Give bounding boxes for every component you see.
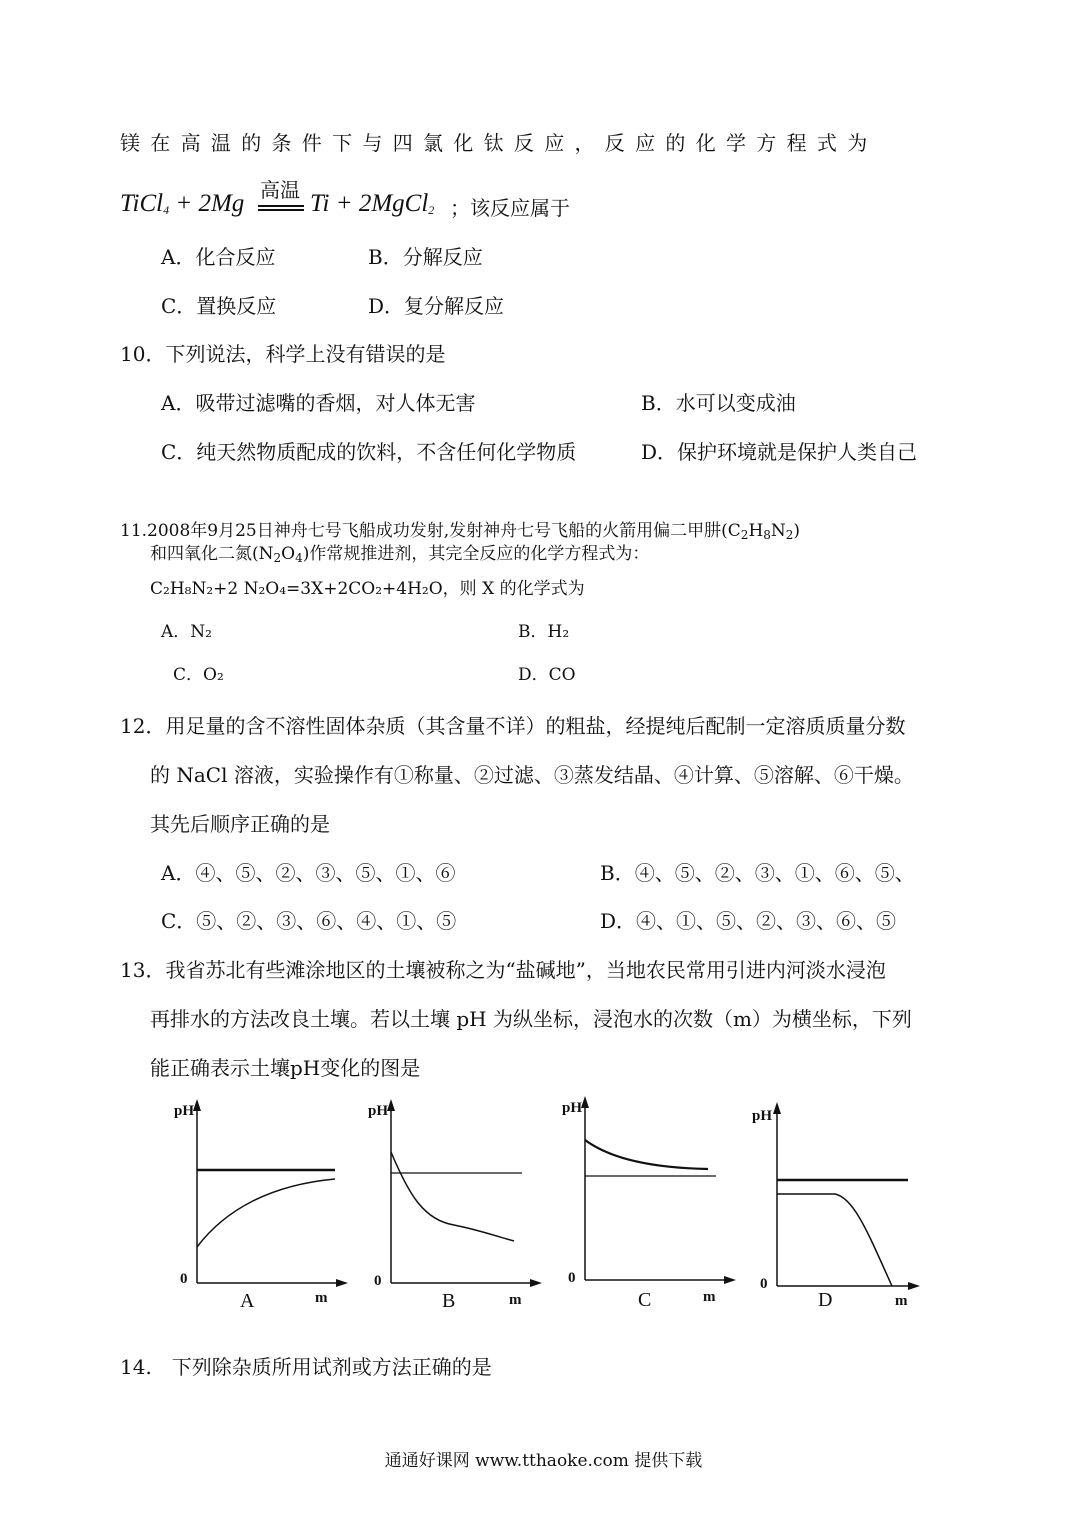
graph-c (558, 1092, 738, 1312)
graph-a-origin: 0 (180, 1271, 188, 1287)
q9-option-a: A．化合反应 (161, 245, 276, 269)
graph-c-y-arrow (581, 1096, 589, 1108)
q9-eq-tail: ；该反应属于 (450, 196, 570, 220)
graph-d (750, 1098, 930, 1318)
q9-intro: 镁在高温的条件下与四氯化钛反应，反应的化学方程式为 (120, 131, 878, 155)
graph-b-origin: 0 (374, 1273, 382, 1289)
q12-line1: 12．用足量的含不溶性固体杂质（其含量不详）的粗盐，经提纯后配制一定溶质质量分数 (120, 714, 906, 738)
q12-option-b: B．④、⑤、②、③、①、⑥、⑤、 (600, 861, 915, 885)
graph-a (170, 1095, 350, 1315)
graph-b-curve (391, 1152, 514, 1241)
graph-a-curve (197, 1179, 335, 1247)
graph-c-x-arrow (724, 1276, 736, 1284)
graph-b-x-arrow (530, 1279, 542, 1287)
q13-line3: 能正确表示土壤pH变化的图是 (150, 1056, 421, 1080)
q13-line1: 13．我省苏北有些滩涂地区的土壤被称之为“盐碱地”，当地农民常用引进内河淡水浸泡 (120, 958, 886, 982)
graph-d-curve (777, 1194, 892, 1286)
graph-d-x-arrow (908, 1282, 920, 1290)
q12-line3: 其先后顺序正确的是 (150, 812, 330, 836)
graph-b-x-label: m (509, 1292, 522, 1308)
q9-option-b: B．分解反应 (368, 245, 483, 269)
graph-d-caption: D (818, 1289, 833, 1311)
graph-c-curve (585, 1140, 708, 1169)
graph-d-y-arrow (773, 1102, 781, 1114)
q9-eq-bar-top (258, 205, 304, 207)
q12-option-a: A．④、⑤、②、③、⑤、①、⑥ (161, 861, 456, 885)
q10-option-a: A．吸带过滤嘴的香烟，对人体无害 (161, 391, 476, 415)
graph-a-y-label: pH (174, 1103, 195, 1119)
graph-b-y-label: pH (368, 1103, 389, 1119)
q9-eq-bar-bottom (258, 209, 304, 211)
graph-d-origin: 0 (760, 1276, 768, 1292)
graph-b (364, 1095, 544, 1315)
q11-option-a: A．N₂ (161, 622, 212, 642)
graph-a-caption: A (240, 1290, 255, 1312)
graph-a-y-arrow (193, 1099, 201, 1111)
q11-option-c: C．O₂ (173, 665, 224, 685)
graph-c-y-label: pH (562, 1100, 583, 1116)
q9-eq-left: TiCl$_4$ + 2Mg (120, 190, 245, 217)
graph-d-y-label: pH (752, 1108, 773, 1124)
q14-stem: 14. 下列除杂质所用试剂或方法正确的是 (120, 1355, 492, 1379)
graph-c-origin: 0 (568, 1270, 576, 1286)
q11-line3: C₂H₈N₂+2 N₂O₄=3X+2CO₂+4H₂O，则 X 的化学式为 (150, 579, 585, 599)
q11-line1: 11.2008年9月25日神舟七号飞船成功发射,发射神舟七号飞船的火箭用偏二甲肼$(C_2H_8N_2)$ (120, 521, 801, 542)
page-footer: 通通好课网 www.tthaoke.com 提供下载 (384, 1451, 703, 1471)
q9-option-d: D．复分解反应 (368, 294, 505, 318)
q9-eq-condition: 高温 (260, 178, 300, 202)
q10-option-d: D．保护环境就是保护人类自己 (641, 440, 918, 464)
graph-b-y-arrow (387, 1099, 395, 1111)
q10-option-c: C．纯天然物质配成的饮料，不含任何化学物质 (161, 440, 577, 464)
graph-a-x-arrow (336, 1279, 348, 1287)
q12-option-c: C．⑤、②、③、⑥、④、①、⑤ (161, 909, 457, 933)
graph-c-x-label: m (703, 1289, 716, 1305)
q11-line2: 和四氧化二氮$(N_2O_4)$作常规推进剂，其完全反应的化学方程式为： (150, 544, 650, 565)
q9-eq-right: Ti + 2MgCl$_2$ (310, 190, 435, 217)
q11-option-d: D．CO (518, 665, 576, 685)
q12-option-d: D．④、①、⑤、②、③、⑥、⑤ (600, 909, 897, 933)
q12-line2: 的 NaCl 溶液，实验操作有①称量、②过滤、③蒸发结晶、④计算、⑤溶解、⑥干燥。 (150, 763, 914, 787)
graph-c-caption: C (638, 1289, 652, 1311)
q10-option-b: B．水可以变成油 (641, 391, 796, 415)
q11-option-b: B．H₂ (518, 622, 570, 642)
q13-line2: 再排水的方法改良土壤。若以土壤 pH 为纵坐标，浸泡水的次数（m）为横坐标，下列 (150, 1007, 912, 1031)
q9-option-c: C．置换反应 (161, 294, 277, 318)
graph-b-caption: B (442, 1290, 456, 1312)
graph-d-x-label: m (895, 1293, 908, 1309)
q10-stem: 10．下列说法，科学上没有错误的是 (120, 342, 446, 366)
q9-equation (120, 178, 820, 228)
graph-a-x-label: m (315, 1290, 328, 1306)
